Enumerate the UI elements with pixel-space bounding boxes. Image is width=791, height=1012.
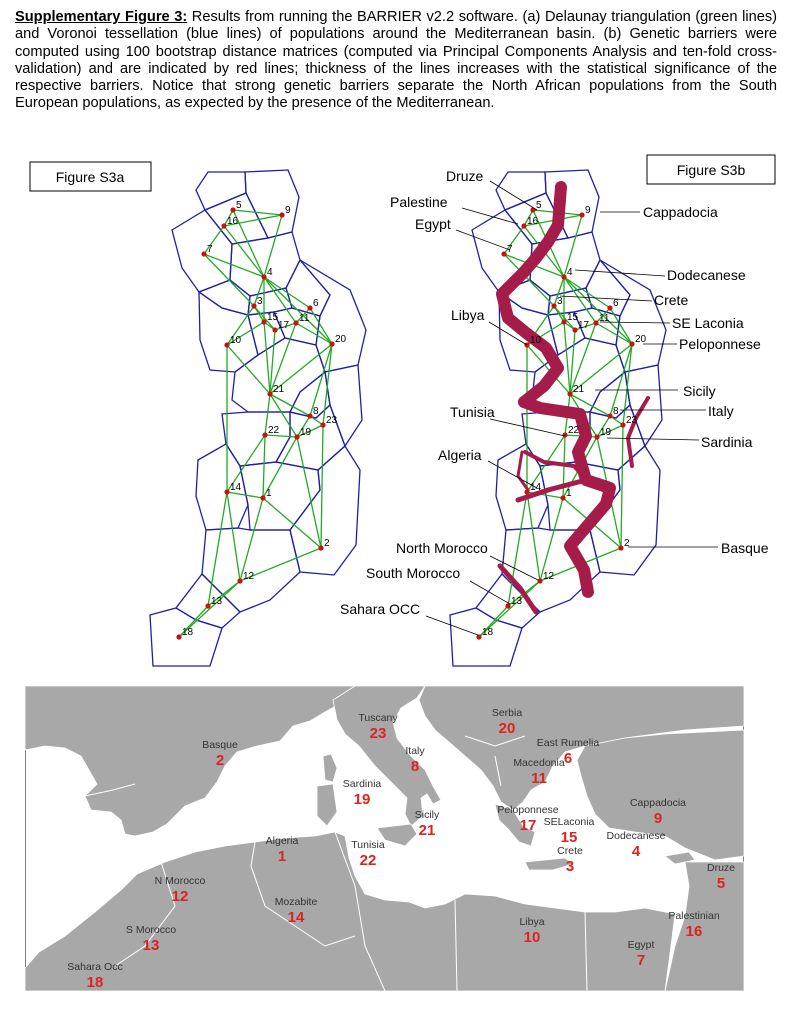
callout-south-morocco: South Morocco xyxy=(366,565,461,581)
map-label-number: 19 xyxy=(353,791,371,808)
population-node-label: 8 xyxy=(313,406,319,417)
map-label-number: 10 xyxy=(523,929,541,946)
map-label-name: Egypt xyxy=(627,939,655,951)
population-node-label: 18 xyxy=(182,627,194,638)
map-label-name: Libya xyxy=(519,916,545,928)
population-node xyxy=(318,545,323,550)
map-label-number: 11 xyxy=(531,770,547,787)
population-node xyxy=(620,422,625,427)
population-node-label: 14 xyxy=(230,482,242,493)
population-node-label: 15 xyxy=(267,312,279,323)
population-node-label: 23 xyxy=(626,415,638,426)
panel-a-label: Figure S3a xyxy=(55,169,125,185)
population-node xyxy=(530,207,535,212)
population-node xyxy=(262,432,267,437)
population-node-label: 22 xyxy=(568,425,580,436)
map-label-number: 21 xyxy=(418,822,436,839)
delaunay-edge xyxy=(204,254,254,306)
map-label-number: 22 xyxy=(359,852,377,869)
figure-caption xyxy=(15,9,777,113)
callout-druze: Druze xyxy=(446,168,484,184)
population-node-label: 17 xyxy=(578,320,590,331)
population-node-label: 13 xyxy=(511,596,523,607)
map-label-name: Palestinian xyxy=(668,910,720,922)
callout-sicily: Sicily xyxy=(683,383,716,399)
map-label-number: 6 xyxy=(563,750,573,767)
population-node-label: 7 xyxy=(207,244,213,255)
population-node xyxy=(501,251,506,256)
voronoi-cell xyxy=(300,260,366,372)
population-node xyxy=(251,303,256,308)
map-label-number: 12 xyxy=(171,888,189,905)
population-node-label: 20 xyxy=(635,334,647,345)
map-label-name: Crete xyxy=(557,845,583,857)
population-node-label: 18 xyxy=(482,627,494,638)
population-node xyxy=(320,422,325,427)
map-label-name: Dodecanese xyxy=(606,830,666,842)
delaunay-edge xyxy=(227,492,240,581)
population-node-label: 22 xyxy=(268,425,280,436)
population-node xyxy=(201,251,206,256)
figure-panels xyxy=(0,150,791,680)
population-node-label: 11 xyxy=(299,313,310,324)
callout-tunisia: Tunisia xyxy=(450,404,495,420)
callout-se-laconia: SE Laconia xyxy=(672,315,744,331)
callout-algeria: Algeria xyxy=(438,447,482,463)
population-node-label: 3 xyxy=(557,296,563,307)
caption-text: Results from running the BARRIER v2.2 software. (a) Delaunay triangulation (green lines) and Voronoi tessellation (blue lines) of populations around the Mediterranean basin. (b) Genetic barriers were computed using 100 bootstrap distance matrices (computed via Principal Components Analysis and ten-fold cross-validation) and are indicated by red lines; thickness of the lines increases with the statistical significance of the respective barriers. Notice that strong genetic barriers separate the North African populations from the South European populations, as expected by the presence of the Mediterranean. xyxy=(15,9,777,112)
population-node xyxy=(607,413,612,418)
population-node xyxy=(561,319,566,324)
population-node xyxy=(267,391,272,396)
map-label-name: Italy xyxy=(405,745,425,757)
map-label-number: 7 xyxy=(636,952,646,969)
callout-egypt: Egypt xyxy=(415,216,451,232)
delaunay-edge xyxy=(621,425,623,548)
population-node-label: 14 xyxy=(530,482,542,493)
population-node xyxy=(230,207,235,212)
population-node-label: 16 xyxy=(527,216,539,227)
map-label-name: SELaconia xyxy=(543,816,595,828)
callout-libya: Libya xyxy=(451,307,485,323)
population-node xyxy=(224,489,229,494)
population-node xyxy=(279,212,284,217)
voronoi-cell xyxy=(172,210,232,292)
map-label-number: 16 xyxy=(685,923,703,940)
population-node xyxy=(294,434,299,439)
population-node-label: 21 xyxy=(273,384,285,395)
population-node xyxy=(607,305,612,310)
population-node-label: 20 xyxy=(335,334,347,345)
map-label-name: Serbia xyxy=(491,707,523,719)
population-node xyxy=(307,413,312,418)
population-node-label: 2 xyxy=(624,538,630,549)
map-label-name: Algeria xyxy=(265,835,299,847)
map-label-number: 23 xyxy=(369,725,387,742)
population-node xyxy=(521,223,526,228)
population-node xyxy=(572,327,577,332)
callout-basque: Basque xyxy=(721,540,769,556)
population-node xyxy=(260,495,265,500)
population-node-label: 4 xyxy=(267,267,273,278)
map-label-name: Macedonia xyxy=(513,757,565,769)
population-node xyxy=(537,578,542,583)
population-node xyxy=(261,319,266,324)
delaunay-edge xyxy=(527,492,540,581)
population-node-label: 5 xyxy=(536,200,542,211)
delaunay-edge xyxy=(623,344,632,425)
population-node-label: 1 xyxy=(266,488,272,499)
population-node-label: 2 xyxy=(324,538,330,549)
population-node-label: 1 xyxy=(566,488,572,499)
population-node-label: 11 xyxy=(599,313,610,324)
population-node xyxy=(307,305,312,310)
voronoi-cell xyxy=(232,338,325,412)
map-label-number: 5 xyxy=(716,875,726,892)
panel-a-graph xyxy=(150,170,366,666)
population-node-label: 23 xyxy=(326,415,338,426)
population-node-label: 12 xyxy=(243,571,255,582)
map-label-number: 15 xyxy=(560,829,578,846)
voronoi-cell xyxy=(176,574,240,628)
map-label-number: 1 xyxy=(277,848,287,865)
map-label-number: 8 xyxy=(410,758,420,775)
map-label-number: 9 xyxy=(653,810,663,827)
callout-peloponnese: Peloponnese xyxy=(679,336,761,352)
callout-north-morocco: North Morocco xyxy=(396,540,488,556)
delaunay-edge xyxy=(264,277,310,308)
population-node xyxy=(593,320,598,325)
voronoi-cell xyxy=(245,170,299,238)
population-node xyxy=(205,603,210,608)
population-node xyxy=(562,432,567,437)
population-node-label: 8 xyxy=(613,406,619,417)
delaunay-edge xyxy=(240,498,263,581)
map-label-name: Tuscany xyxy=(358,712,398,724)
population-node-label: 16 xyxy=(227,216,239,227)
map-label-name: S Morocco xyxy=(125,924,177,936)
population-node-label: 6 xyxy=(313,298,319,309)
population-node-label: 21 xyxy=(573,384,585,395)
map-label-number: 14 xyxy=(287,909,305,926)
map-label-number: 2 xyxy=(215,752,225,769)
population-node-label: 15 xyxy=(567,312,579,323)
delaunay-edge xyxy=(540,498,563,581)
map-label-name: Mozabite xyxy=(274,896,318,908)
mediterranean-map xyxy=(25,686,744,991)
delaunay-edge xyxy=(264,322,270,394)
map-label-number: 20 xyxy=(498,720,516,737)
map-label-name: Sicily xyxy=(414,809,440,821)
map-label-number: 13 xyxy=(142,937,160,954)
population-node xyxy=(476,634,481,639)
population-node xyxy=(176,634,181,639)
callout-crete: Crete xyxy=(654,292,689,308)
delaunay-edge xyxy=(564,277,610,308)
population-node xyxy=(272,327,277,332)
map-label-name: Cappadocia xyxy=(629,797,687,809)
map-label-name: Sahara Occ xyxy=(67,961,123,973)
map-label-number: 17 xyxy=(519,817,537,834)
population-node xyxy=(293,320,298,325)
panel-b-label-box xyxy=(647,155,775,184)
panel-a-label-box xyxy=(30,162,151,191)
population-node-label: 3 xyxy=(257,296,263,307)
map-label-name: Tunisia xyxy=(351,839,385,851)
delaunay-edge xyxy=(323,344,332,425)
population-node-label: 19 xyxy=(600,427,612,438)
delaunay-edge xyxy=(564,322,570,394)
callout-italy: Italy xyxy=(708,403,734,419)
panel-b-label: Figure S3b xyxy=(676,162,746,178)
map-label-name: East Rumelia xyxy=(536,737,600,749)
population-node-label: 17 xyxy=(278,320,290,331)
population-node xyxy=(221,223,226,228)
map-label-number: 4 xyxy=(631,843,641,860)
population-node xyxy=(261,274,266,279)
population-node xyxy=(237,578,242,583)
population-node-label: 10 xyxy=(230,335,242,346)
population-node-label: 4 xyxy=(567,267,573,278)
voronoi-cell xyxy=(230,232,300,296)
callout-sahara-occ: Sahara OCC xyxy=(340,601,421,617)
callout-palestine: Palestine xyxy=(390,194,448,210)
population-node xyxy=(560,495,565,500)
population-node xyxy=(618,545,623,550)
voronoi-cell xyxy=(600,260,666,372)
population-node-label: 6 xyxy=(613,298,619,309)
callout-sardinia: Sardinia xyxy=(701,434,753,450)
population-node-label: 12 xyxy=(543,571,555,582)
caption-label: Supplementary Figure 3: xyxy=(15,9,188,25)
voronoi-cell xyxy=(222,412,290,466)
population-node-label: 13 xyxy=(211,596,223,607)
map-label-name: Druze xyxy=(706,862,736,874)
population-node-label: 9 xyxy=(585,205,591,216)
delaunay-edge xyxy=(321,425,323,548)
population-node xyxy=(594,434,599,439)
population-node-label: 9 xyxy=(285,205,291,216)
population-node xyxy=(561,274,566,279)
map-label-number: 3 xyxy=(565,858,575,875)
population-node xyxy=(579,212,584,217)
population-node xyxy=(551,303,556,308)
map-label-name: Sardinia xyxy=(342,778,382,790)
callout-dodecanese: Dodecanese xyxy=(667,267,746,283)
population-node xyxy=(329,341,334,346)
callout-cappadocia: Cappadocia xyxy=(643,204,718,220)
population-node xyxy=(524,489,529,494)
map-label-number: 18 xyxy=(86,974,104,991)
population-node-label: 19 xyxy=(300,427,312,438)
population-node-label: 5 xyxy=(236,200,242,211)
population-node-label: 10 xyxy=(530,335,542,346)
delaunay-edge xyxy=(263,435,265,498)
population-node xyxy=(567,391,572,396)
population-node xyxy=(224,342,229,347)
population-node xyxy=(629,341,634,346)
map-label-name: Peloponnese xyxy=(497,804,559,816)
population-node-label: 7 xyxy=(507,244,513,255)
voronoi-cell xyxy=(530,232,600,296)
map-label-name: Basque xyxy=(202,739,238,751)
map-label-name: N Morocco xyxy=(154,875,206,887)
